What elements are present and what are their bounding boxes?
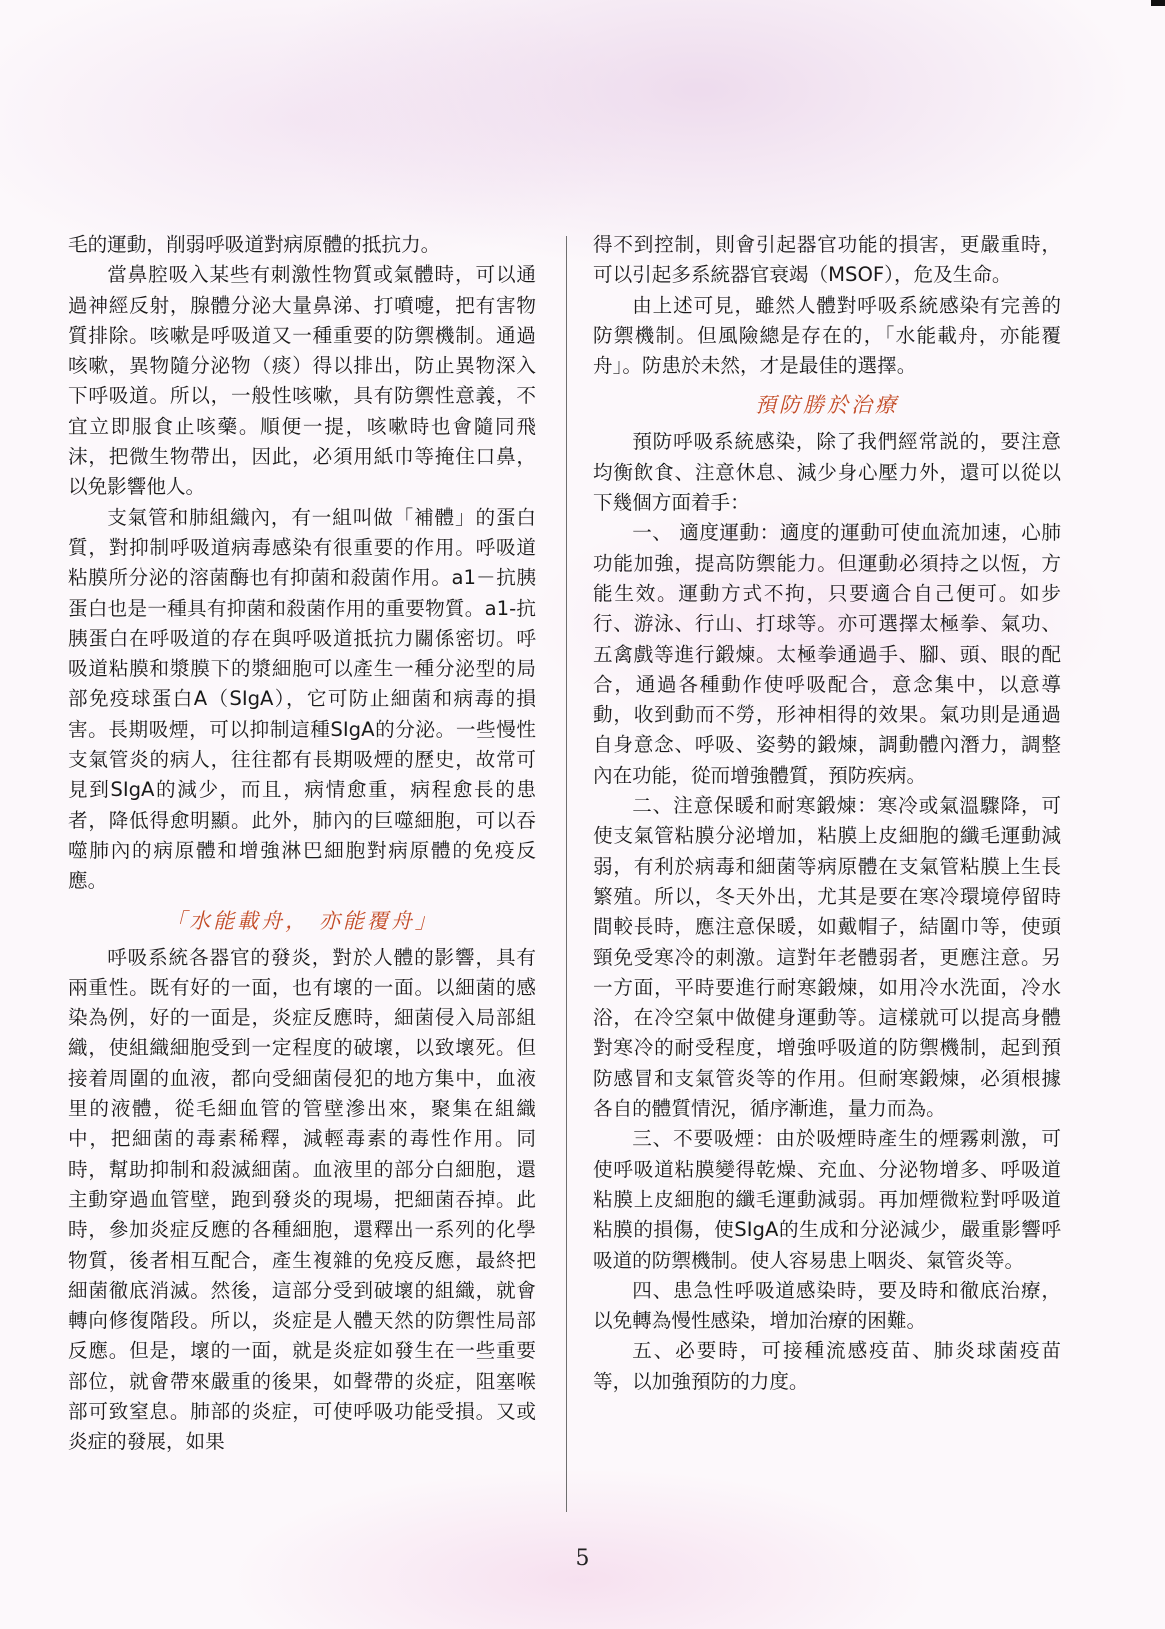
- right-paragraph-1: 得不到控制，則會引起器官功能的損害，更嚴重時，可以引起多系統器官衰竭（MSOF），危及生命。: [593, 233, 1061, 287]
- right-paragraph-vaccine: 五、必要時，可接種流感疫苗、肺炎球菌疫苗等，以加強預防的力度。: [593, 1339, 1061, 1393]
- page-number: 5: [575, 1546, 590, 1571]
- right-paragraph-3: 預防呼吸系統感染，除了我們經常説的，要注意均衡飲食、注意休息、減少身心壓力外，還可以從以下幾個方面着手：: [593, 430, 1061, 515]
- right-paragraph-warmth: 二、注意保暖和耐寒鍛煉：寒冷或氣溫驟降，可使支氣管粘膜分泌增加，粘膜上皮細胞的纖毛運動減弱，有利於病毒和細菌等病原體在支氣管粘膜上生長繁殖。所以，冬天外出，尤其是要在寒冷環境停留時間較長時，應注意保暖，如戴帽子，結圍巾等，使頭頸免受寒冷的刺激。這對年老體弱者，更應注意。另一方面，平時要進行耐寒鍛煉，如用冷水洗面，冷水浴，在冷空氣中做健身運動等。這樣就可以提高身體對寒冷的耐受程度，增強呼吸道的防禦機制，起到預防感冒和支氣管炎等的作用。但耐寒鍛煉，必須根據各自的體質情況，循序漸進，量力而為。: [593, 794, 1061, 1121]
- left-paragraph-3: 支氣管和肺組織內，有一組叫做「補體」的蛋白質，對抑制呼吸道病毒感染有很重要的作用。呼吸道粘膜所分泌的溶菌酶也有抑菌和殺菌作用。a1－抗胰蛋白也是一種具有抑菌和殺菌作用的重要物質。a1-抗胰蛋白在呼吸道的存在與呼吸道抵抗力關係密切。呼吸道粘膜和漿膜下的漿細胞可以產生一種分泌型的局部免疫球蛋白A（SIgA），它可防止細菌和病毒的損害。長期吸煙，可以抑制這種SIgA的分泌。一些慢性支氣管炎的病人，往往都有長期吸煙的歷史，故常可見到SIgA的減少，而且，病情愈重，病程愈長的患者，降低得愈明顯。此外，肺內的巨噬細胞，可以吞噬肺內的病原體和增強淋巴細胞對病原體的免疫反應。: [68, 505, 536, 893]
- section-heading-prevention: 預防勝於治療: [755, 393, 899, 418]
- right-paragraph-exercise: 一、 適度運動：適度的運動可使血流加速，心肺功能加強，提高防禦能力。但運動必須持之以恆，方能生效。運動方式不拘，只要適合自己便可。如步行、游泳、行山、打球等。亦可選擇太極拳、氣功、五禽戲等進行鍛煉。太極拳通過手、腳、頭、眼的配合，通過各種動作使呼吸配合，意念集中，以意導動，收到動而不勞，形神相得的效果。氣功則是通過自身意念、呼吸、姿勢的鍛煉，調動體內潛力，調整內在功能，從而增強體質，預防疾病。: [593, 521, 1061, 787]
- section-heading-boat: 「水能載舟， 亦能覆舟」: [165, 908, 439, 933]
- right-paragraph-treatment: 四、患急性呼吸道感染時，要及時和徹底治療，以免轉為慢性感染，增加治療的困難。: [593, 1278, 1061, 1333]
- right-column: [593, 230, 1061, 1397]
- left-column: [68, 230, 536, 1458]
- right-paragraph-2: 由上述可見，雖然人體對呼吸系統感染有完善的防禦機制。但風險總是存在的，「水能載舟，亦能覆舟」。防患於未然，才是最佳的選擇。: [593, 293, 1061, 378]
- column-divider: [566, 236, 567, 1512]
- left-paragraph-1: 毛的運動，削弱呼吸道對病原體的抵抗力。: [68, 233, 441, 256]
- scan-corner-mark: [1151, 0, 1165, 6]
- right-paragraph-no-smoking: 三、不要吸煙：由於吸煙時產生的煙霧刺激，可使呼吸道粘膜變得乾燥、充血、分泌物增多、呼吸道粘膜上皮細胞的纖毛運動減弱。再加煙微粒對呼吸道粘膜的損傷，使SIgA的生成和分泌減少，嚴重影響呼吸道的防禦機制。使人容易患上咽炎、氣管炎等。: [593, 1127, 1061, 1272]
- left-paragraph-4: 呼吸系統各器官的發炎，對於人體的影響，具有兩重性。既有好的一面，也有壞的一面。以細菌的感染為例，好的一面是，炎症反應時，細菌侵入局部組織，使組織細胞受到一定程度的破壞，以致壞死。但接着周圍的血液，都向受細菌侵犯的地方集中，血液里的液體，從毛細血管的管壁滲出來，聚集在組織中，把細菌的毒素稀釋，減輕毒素的毒性作用。同時，幫助抑制和殺滅細菌。血液里的部分白細胞，還主動穿過血管壁，跑到發炎的現場，把細菌吞掉。此時，參加炎症反應的各種細胞，還釋出一系列的化學物質，後者相互配合，產生複雜的免疫反應，最終把細菌徹底消滅。然後，這部分受到破壞的組織，就會轉向修復階段。所以，炎症是人體天然的防禦性局部反應。但是，壞的一面，就是炎症如發生在一些重要部位，就會帶來嚴重的後果，如聲帶的炎症，阻塞喉部可致窒息。肺部的炎症，可使呼吸功能受損。又或炎症的發展，如果: [68, 945, 536, 1454]
- left-paragraph-2: 當鼻腔吸入某些有刺激性物質或氣體時，可以通過神經反射，腺體分泌大量鼻涕、打噴嚏，把有害物質排除。咳嗽是呼吸道又一種重要的防禦機制。通過咳嗽，異物隨分泌物（痰）得以排出，防止異物深入下呼吸道。所以，一般性咳嗽，具有防禦性意義，不宜立即服食止咳藥。順便一提，咳嗽時也會隨同飛沫，把微生物帶出，因此，必須用紙巾等掩住口鼻，以免影響他人。: [68, 263, 536, 499]
